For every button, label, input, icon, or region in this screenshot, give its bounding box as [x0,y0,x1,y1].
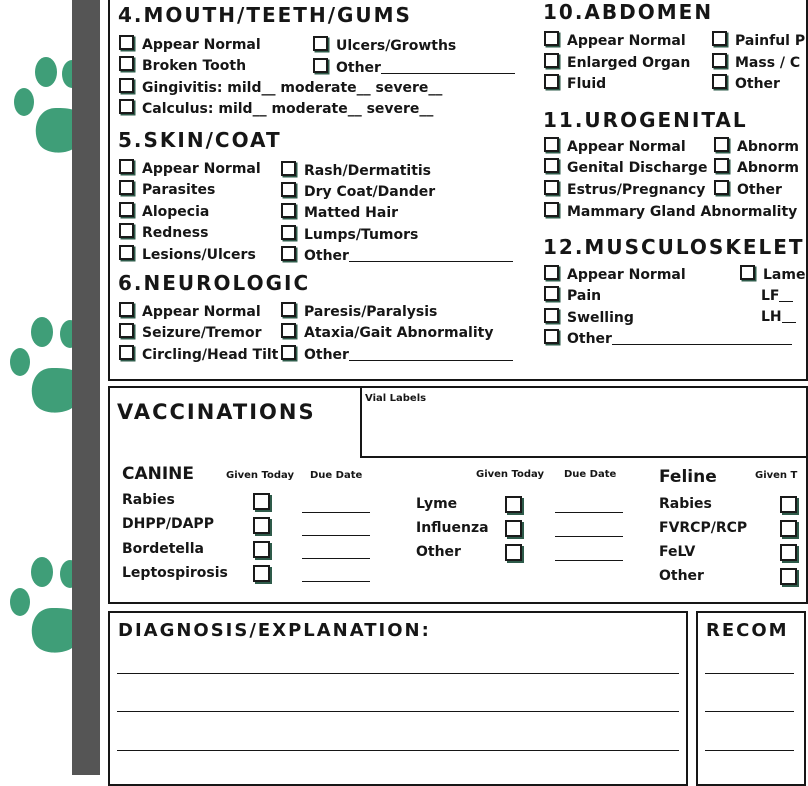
checkbox-icon [119,35,134,50]
checkbox-icon [544,329,559,344]
vaccine-label: Bordetella [122,541,204,557]
skin-checkbox[interactable]: Redness [119,223,208,242]
mouth-checkbox[interactable]: Ulcers/Growths [313,36,456,55]
urogenital-section-title: 11.UROGENITAL [543,108,748,132]
skin-checkbox[interactable]: Parasites [119,180,215,199]
skin-checkbox[interactable]: Appear Normal [119,159,261,178]
due-date-line[interactable] [555,536,623,537]
checkbox-icon [281,302,296,317]
vaccine-label: FeLV [659,544,696,560]
vial-labels-box[interactable] [360,386,808,458]
binder-bar [72,0,100,775]
due-date-line[interactable] [302,535,370,536]
given-today-checkbox[interactable] [253,517,270,534]
given-today-checkbox[interactable] [253,565,270,582]
canine-title: CANINE [122,464,195,484]
checkbox-icon [119,78,134,93]
neuro-checkbox[interactable]: Seizure/Tremor [119,323,262,342]
vaccine-label: Rabies [659,496,712,512]
due-date-line[interactable] [302,581,370,582]
musculo-checkbox[interactable]: Other [544,329,792,348]
given-today-header: Given T [755,470,798,481]
due-date-header: Due Date [564,469,617,480]
given-today-checkbox[interactable] [780,568,797,585]
given-today-checkbox[interactable] [505,544,522,561]
skin-checkbox[interactable]: Alopecia [119,202,209,221]
recommendations-write-line[interactable] [705,711,794,712]
musculo-checkbox[interactable]: Appear Normal [544,265,686,284]
checkbox-icon [119,180,134,195]
checkbox-icon [313,58,328,73]
feline-title: Feline [659,467,717,487]
urogenital-checkbox[interactable]: Other [714,180,782,199]
checkbox-icon [544,180,559,195]
given-today-checkbox[interactable] [253,541,270,558]
neuro-checkbox[interactable]: Appear Normal [119,302,261,321]
mouth-checkbox[interactable]: Appear Normal [119,35,261,54]
abdomen-section-title: 10.ABDOMEN [543,0,714,24]
checkbox-icon [740,265,755,280]
vaccine-label: DHPP/DAPP [122,516,214,532]
checkbox-icon [119,202,134,217]
given-today-header: Given Today [226,470,295,481]
vaccinations-title: VACCINATIONS [117,400,316,424]
given-today-checkbox[interactable] [505,496,522,513]
checkbox-icon [281,323,296,338]
vaccine-label: Influenza [416,520,489,536]
urogenital-checkbox[interactable]: Estrus/Pregnancy [544,180,705,199]
checkbox-icon [712,53,727,68]
checkbox-icon [544,158,559,173]
musculo-leg-label: LH [761,308,796,326]
checkbox-icon [544,286,559,301]
recommendations-title: RECOM [706,620,789,641]
mouth-section-title: 4.MOUTH/TEETH/GUMS [118,3,412,27]
abdomen-checkbox[interactable]: Fluid [544,74,606,93]
due-date-line[interactable] [302,558,370,559]
musculo-section-title: 12.MUSCULOSKELET [543,235,805,259]
skin-checkbox[interactable]: Rash/Dermatitis [281,161,431,180]
urogenital-checkbox[interactable]: Abnorm [714,137,799,156]
mouth-checkbox[interactable]: Gingivitis: mild__ moderate__ severe__ [119,78,442,97]
skin-checkbox[interactable]: Matted Hair [281,203,398,222]
checkbox-icon [544,53,559,68]
checkbox-icon [544,137,559,152]
musculo-checkbox[interactable]: Lame [740,265,805,284]
vaccine-label: Other [416,544,461,560]
checkbox-icon [281,182,296,197]
checkbox-icon [544,202,559,217]
mouth-checkbox[interactable]: Broken Tooth [119,56,246,75]
checkbox-icon [119,345,134,360]
given-today-checkbox[interactable] [780,544,797,561]
checkbox-icon [119,99,134,114]
checkbox-icon [714,180,729,195]
mouth-checkbox[interactable]: Other [313,58,515,77]
checkbox-icon [544,74,559,89]
vaccine-label: Leptospirosis [122,565,228,581]
diagnosis-write-line[interactable] [117,711,679,712]
checkbox-icon [712,31,727,46]
checkbox-icon [544,308,559,323]
abdomen-checkbox[interactable]: Other [712,74,780,93]
write-line[interactable] [612,330,792,345]
neuro-section-title: 6.NEUROLOGIC [118,271,311,295]
write-line[interactable] [349,346,513,361]
diagnosis-write-line[interactable] [117,750,679,751]
checkbox-icon [119,56,134,71]
vaccine-label: Other [659,568,704,584]
skin-checkbox[interactable]: Dry Coat/Dander [281,182,435,201]
abdomen-checkbox[interactable]: Painful P [712,31,805,50]
abdomen-checkbox[interactable]: Appear Normal [544,31,686,50]
due-date-line[interactable] [555,560,623,561]
urogenital-checkbox[interactable]: Appear Normal [544,137,686,156]
paw-print-icon [8,50,74,160]
urogenital-checkbox[interactable]: Abnorm [714,158,799,177]
checkbox-icon [119,223,134,238]
vaccine-label: Lyme [416,496,458,512]
given-today-checkbox[interactable] [253,493,270,510]
abdomen-checkbox[interactable]: Mass / C [712,53,800,72]
urogenital-checkbox[interactable]: Genital Discharge [544,158,707,177]
skin-checkbox[interactable]: Lesions/Ulcers [119,245,256,264]
checkbox-icon [281,161,296,176]
neuro-checkbox[interactable]: Circling/Head Tilt [119,345,278,364]
skin-checkbox[interactable]: Other [281,246,513,265]
checkbox-icon [119,159,134,174]
checkbox-icon [712,74,727,89]
due-date-header: Due Date [310,470,363,481]
checkbox-icon [313,36,328,51]
musculo-checkbox[interactable]: Pain [544,286,601,305]
skin-section-title: 5.SKIN/COAT [118,128,282,152]
diagnosis-write-line[interactable] [117,673,679,674]
checkbox-icon [119,245,134,260]
vaccine-label: FVRCP/RCP [659,520,748,536]
skin-checkbox[interactable]: Lumps/Tumors [281,225,418,244]
neuro-checkbox[interactable]: Paresis/Paralysis [281,302,437,321]
checkbox-icon [119,323,134,338]
checkbox-icon [281,246,296,261]
checkbox-icon [544,31,559,46]
mouth-checkbox[interactable]: Calculus: mild__ moderate__ severe__ [119,99,433,118]
paw-print-icon [4,550,72,660]
abdomen-checkbox[interactable]: Enlarged Organ [544,53,690,72]
musculo-checkbox[interactable]: Swelling [544,308,634,327]
musculo-leg-label: LF [761,287,793,305]
paw-print-icon [4,310,72,420]
due-date-line[interactable] [302,512,370,513]
checkbox-icon [281,345,296,360]
given-today-checkbox[interactable] [780,496,797,513]
checkbox-icon [714,158,729,173]
recommendations-write-line[interactable] [705,673,794,674]
checkbox-icon [281,203,296,218]
diagnosis-title: DIAGNOSIS/EXPLANATION: [118,620,431,641]
neuro-checkbox[interactable]: Other [281,345,513,364]
write-line[interactable] [349,247,513,262]
write-line[interactable] [381,59,515,74]
recommendations-write-line[interactable] [705,750,794,751]
vial-labels-label: Vial Labels [365,393,427,404]
given-today-checkbox[interactable] [780,520,797,537]
checkbox-icon [281,225,296,240]
checkbox-icon [714,137,729,152]
given-today-checkbox[interactable] [505,520,522,537]
given-today-header: Given Today [476,469,545,480]
urogenital-checkbox[interactable]: Mammary Gland Abnormality [544,202,797,221]
due-date-line[interactable] [555,512,623,513]
neuro-checkbox[interactable]: Ataxia/Gait Abnormality [281,323,493,342]
vaccine-label: Rabies [122,492,175,508]
checkbox-icon [544,265,559,280]
checkbox-icon [119,302,134,317]
